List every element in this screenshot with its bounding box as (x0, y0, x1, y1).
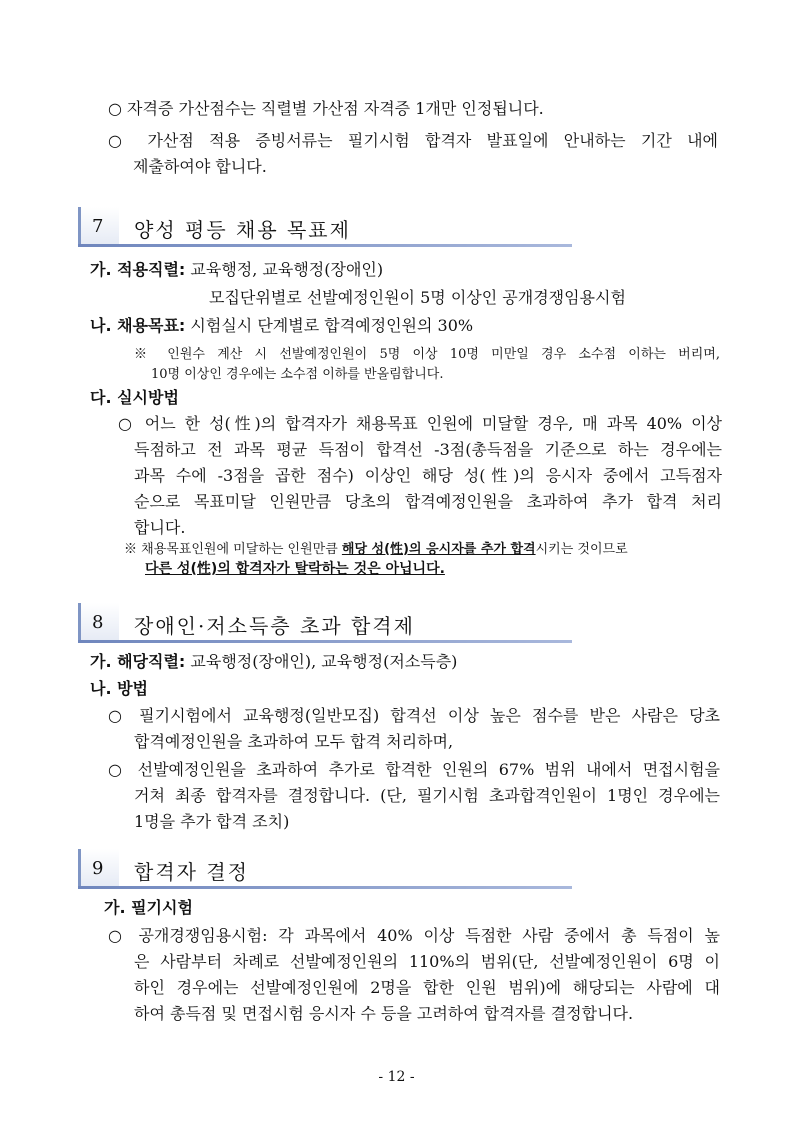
section-8-number: 8 (92, 612, 104, 633)
sec9-a-line-3: 하인 경우에는 선발예정인원에 2명을 합한 인원 범위)에 해당되는 사람에 대 (134, 978, 720, 997)
sec8-b1-line-1: ○ 필기시험에서 교육행정(일반모집) 합격선 이상 높은 점수를 받은 사람은 당초 (108, 706, 720, 725)
sec8-a-label: 가. 해당직렬: (90, 652, 186, 671)
top-item-2-line-2: 제출하여야 합니다. (133, 157, 267, 176)
sec7-note-2-pre: ※ 채용목표인원에 미달하는 인원만큼 (124, 542, 342, 557)
top-item-1: ○ 자격증 가산점수는 직렬별 가산점 자격증 1개만 인정됩니다. (108, 99, 544, 118)
sec8-b-label: 나. 방법 (90, 679, 149, 698)
sec7-c-line-5: 합니다. (134, 518, 186, 537)
sec7-note-2-bold: 해당 성(性)의 응시자를 추가 합격 (341, 542, 536, 557)
section-9-number: 9 (92, 858, 104, 879)
section-8-header (78, 603, 572, 643)
sec7-b-row (90, 315, 473, 337)
sec7-note-line-1: ※ 인원수 계산 시 선발예정인원이 5명 이상 10명 미만일 경우 소수점 이하는 버리며, (134, 347, 720, 362)
sec9-a-line-1: ○ 공개경쟁임용시험: 각 과목에서 40% 이상 득점한 사람 중에서 총 득점이 높 (108, 926, 720, 945)
sec7-b-text: 시험실시 단계별로 합격예정인원의 30% (190, 316, 474, 335)
sec8-b2-line-2: 거쳐 최종 합격자를 결정합니다. (단, 필기시험 초과합격인원이 1명인 경우에는 (134, 786, 720, 805)
section-9-header (78, 849, 572, 889)
page-number: - 12 - (378, 1069, 415, 1085)
sec7-a-row (90, 259, 383, 281)
section-9-title: 합격자 결정 (134, 860, 249, 884)
sec8-b2-line-1: ○ 선발예정인원을 초과하여 추가로 합격한 인원의 67% 범위 내에서 면접시험을 (108, 760, 720, 779)
sec9-a-label: 가. 필기시험 (104, 898, 193, 917)
section-7-header (78, 207, 572, 247)
sec7-c-line-1: ○ 어느 한 성(性)의 합격자가 채용목표 인원에 미달할 경우, 매 과목 40% 이상 (118, 414, 722, 433)
sec9-a-line-2: 은 사람부터 차례로 선발예정인원의 110%의 범위(단, 선발예정인원이 6명 이 (134, 952, 720, 971)
top-item-2-line-1: ○ 가산점 적용 증빙서류는 필기시험 합격자 발표일에 안내하는 기간 내에 (108, 131, 718, 150)
sec7-note-line-2: 10명 이상인 경우에는 소수점 이하를 반올림합니다. (151, 367, 444, 382)
section-7-number: 7 (92, 216, 104, 237)
sec7-c-label: 다. 실시방법 (90, 388, 179, 407)
sec8-a-text: 교육행정(장애인), 교육행정(저소득층) (190, 652, 458, 671)
sec7-c-line-4: 순으로 목표미달 인원만큼 당초의 합격예정인원을 초과하여 추가 합격 처리 (134, 492, 722, 511)
sec8-b1-line-2: 합격예정인원을 초과하여 모두 합격 처리하며, (134, 732, 454, 751)
sec7-a-label: 가. 적용직렬: (90, 260, 186, 279)
sec7-c-line-3: 과목 수에 -3점을 곱한 점수) 이상인 해당 성(性)의 응시자 중에서 고득점자 (134, 466, 722, 485)
sec8-a-row (90, 651, 457, 673)
sec7-note-2-line-2: 다른 성(性)의 합격자가 탈락하는 것은 아닙니다. (145, 561, 445, 577)
sec8-b2-line-3: 1명을 추가 합격 조치) (134, 812, 290, 831)
sec7-b-label: 나. 채용목표: (90, 316, 186, 335)
sec7-c-line-2: 득점하고 전 과목 평균 득점이 합격선 -3점(총득점을 기준으로 하는 경우에는 (134, 440, 722, 459)
sec7-a-text: 교육행정, 교육행정(장애인) (190, 260, 384, 279)
sec9-a-line-4: 하여 총득점 및 면접시험 응시자 수 등을 고려하여 합격자를 결정합니다. (134, 1004, 634, 1023)
section-8-title: 장애인·저소득층 초과 합격제 (134, 614, 415, 638)
section-7-title: 양성 평등 채용 목표제 (134, 218, 351, 242)
sec7-note-2-post: 시키는 것이므로 (535, 542, 628, 557)
sec7-a-text-2: 모집단위별로 선발예정인원이 5명 이상인 공개경쟁임용시험 (209, 288, 626, 307)
